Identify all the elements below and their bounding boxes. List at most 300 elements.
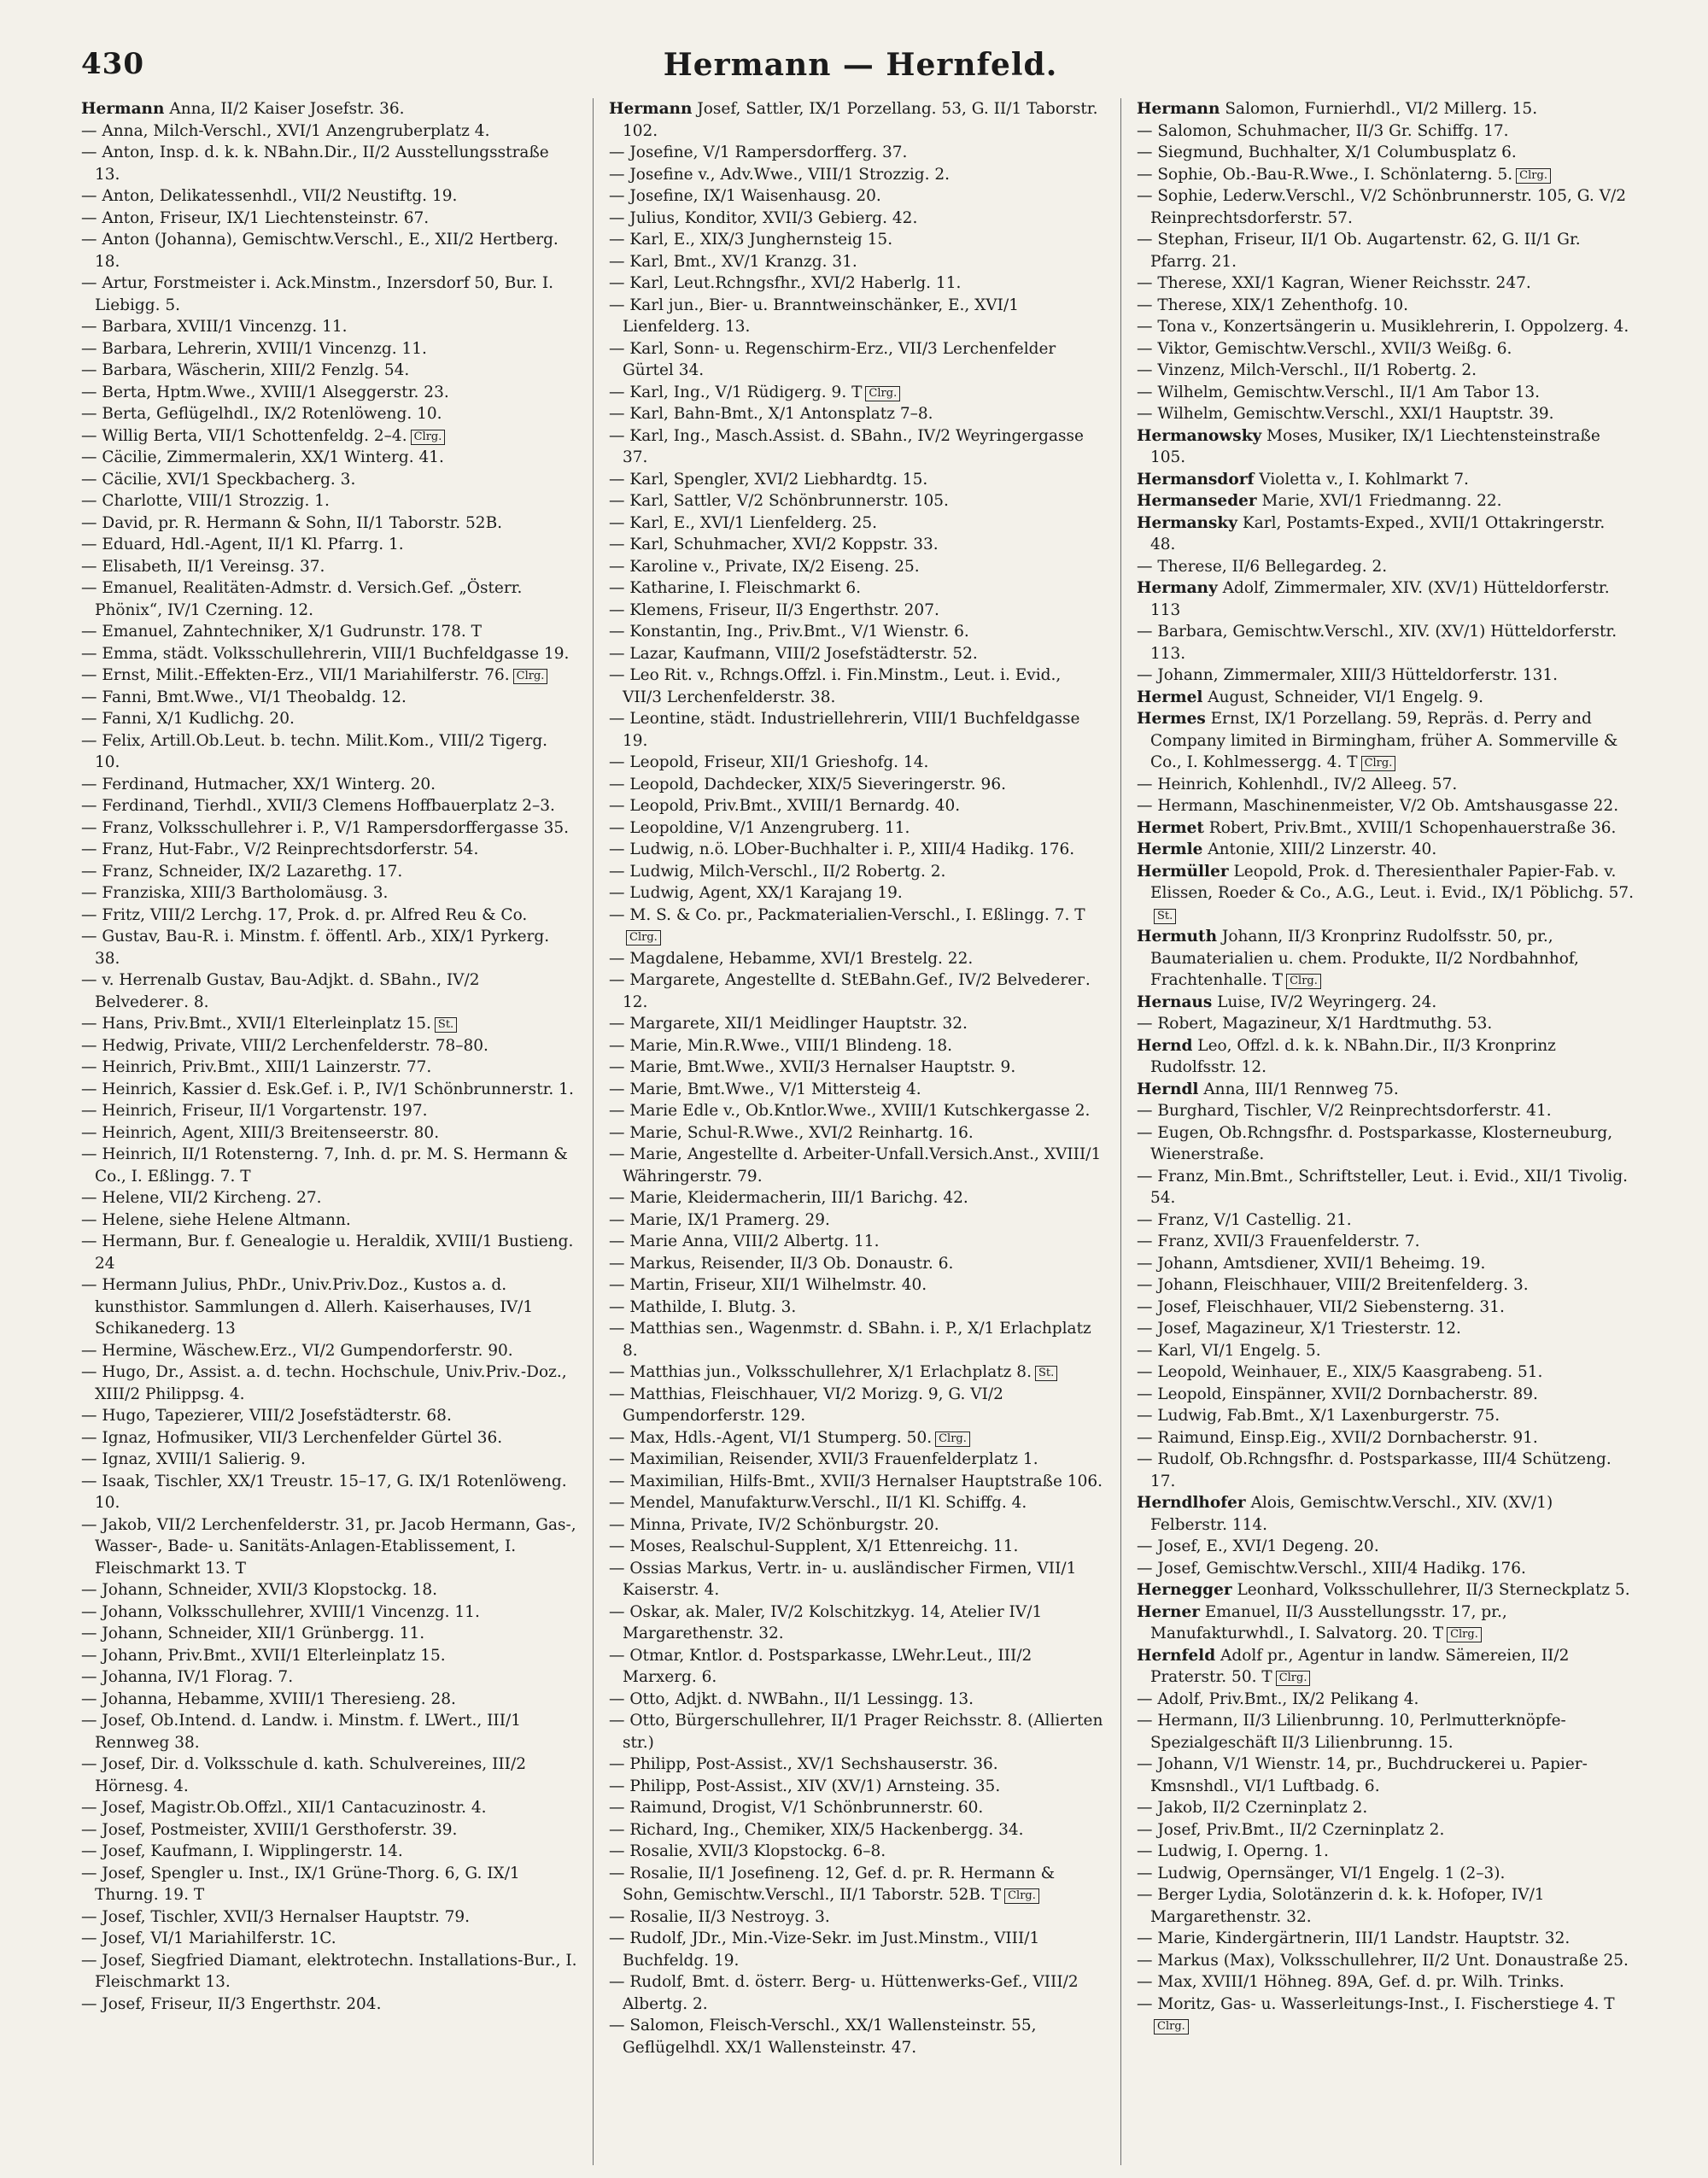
entry-text: — Karoline v., Private, IX/2 Eiseng. 25. [609,557,920,576]
directory-entry [609,795,1105,817]
entry-text: — Anton (Johanna), Gemischtw.Verschl., E., XII/2 Hertberg. 18. [81,231,559,271]
entry-text: — Martin, Friseur, XII/1 Wilhelmstr. 40. [609,1276,927,1294]
entry-surname: Hermanowsky [1137,426,1262,445]
directory-entry [609,948,1105,970]
entry-text: — Tona v., Konzertsängerin u. Musiklehrerin, I. Oppolzerg. 4. [1137,318,1629,336]
directory-entry [1137,1035,1634,1079]
directory-entry [81,403,577,425]
directory-entry [609,98,1105,142]
entry-text: — Josef, E., XVI/1 Degeng. 20. [1137,1537,1379,1555]
entry-text: August, Schneider, VI/1 Engelg. 9. [1208,688,1484,706]
directory-entry [1137,1361,1634,1384]
entry-text: — Eduard, Hdl.-Agent, II/1 Kl. Pfarrg. 1. [81,536,404,553]
directory-entry [609,1013,1105,1035]
directory-entry [1137,469,1634,491]
entry-surname: Hermansky [1137,513,1237,532]
entry-text: Alois, Gemischtw.Verschl., XIV. (XV/1) Felberstr. 114. [1150,1494,1553,1534]
entry-text: — Karl, Sonn- u. Regenschirm-Erz., VII/3 Lerchenfelder Gürtel 34. [609,339,1056,379]
directory-entry [609,490,1105,512]
directory-entry [1137,1819,1634,1841]
entry-text: — Emanuel, Realitäten-Admstr. d. Versich.Gef. „Österr. Phönix“, IV/1 Czerning. 12. [81,579,523,619]
directory-entry [81,1079,577,1101]
directory-entry [609,665,1105,708]
directory-column-1 [81,98,594,2165]
directory-entry [1137,1340,1634,1362]
entry-text: — Magdalene, Hebamme, XVI/1 Brestelg. 22. [609,949,974,968]
directory-entry [1137,1253,1634,1275]
entry-text: — Jakob, II/2 Czerninplatz 2. [1137,1799,1368,1817]
entry-text: — Hugo, Dr., Assist. a. d. techn. Hochschule, Univ.Priv.-Doz., XIII/2 Philippsg. 4. [81,1363,567,1403]
entry-text: — Markus, Reisender, II/3 Ob. Donaustr. 6. [609,1254,954,1273]
entry-text: — Josef, Fleischhauer, VII/2 Siebensterng. 31. [1137,1297,1505,1316]
directory-entry [81,1144,577,1187]
directory-entry [81,861,577,883]
entry-text: — Karl, E., XVI/1 Lienfelderg. 25. [609,513,878,532]
entry-text: — Konstantin, Ing., Priv.Bmt., V/1 Wienstr. 6. [609,623,969,641]
entry-text: — Stephan, Friseur, II/1 Ob. Augartenstr. 62, G. II/1 Gr. Pfarrg. 21. [1137,231,1581,271]
directory-entry [609,1841,1105,1863]
entry-text: Anna, II/2 Kaiser Josefstr. 36. [169,100,405,118]
entry-text: — Anton, Insp. d. k. k. NBahn.Dir., II/2 Ausstellungsstraße 13. [81,143,549,184]
entry-badge: Clrg. [1154,2019,1189,2035]
directory-entry [609,1536,1105,1558]
entry-text: — Josef, Dir. d. Volksschule d. kath. Schulvereines, III/2 Hörnesg. 4. [81,1755,526,1795]
entry-text: — Anna, Milch-Verschl., XVI/1 Anzengruberplatz 4. [81,121,490,140]
directory-entry [609,1906,1105,1929]
directory-entry [609,251,1105,273]
entry-text: — Leopold, Weinhauer, E., XIX/5 Kaasgrabeng. 51. [1137,1363,1543,1381]
directory-entry [1137,795,1634,817]
directory-entry [609,1274,1105,1297]
directory-entry [609,1928,1105,1971]
directory-entry [81,817,577,840]
directory-entry [1137,229,1634,272]
entry-text: — Marie, Kleidermacherin, III/1 Barichg. 42. [609,1189,968,1207]
entry-text: — v. Herrenalb Gustav, Bau-Adjkt. d. SBahn., IV/2 Belvederег. 8. [81,971,480,1011]
entry-text: — Josef, Magazineur, X/1 Triesterstr. 12. [1137,1320,1461,1338]
directory-entry [1137,577,1634,621]
entry-text: — Franz, Hut-Fabr., V/2 Reinprechtsdorferstr. 54. [81,840,479,858]
entry-badge: St. [435,1017,457,1033]
entry-text: — Salomon, Schuhmacher, II/3 Gr. Schiffg. 17. [1137,121,1509,140]
directory-entry [81,120,577,143]
directory-entry [81,382,577,404]
entry-text: — Lazar, Kaufmann, VIII/2 Josefstädterstr. 52. [609,644,978,663]
directory-entry [81,665,577,687]
entry-text: — Cäcilie, Zimmermalerin, XX/1 Winterg. 41. [81,448,444,466]
entry-text: — Karl, Bmt., XV/1 Kranzg. 31. [609,252,857,271]
entry-text: — Franz, Volksschullehrer i. P., V/1 Rampersdorffergasse 35. [81,818,570,837]
entry-text: — Cäcilie, XVI/1 Speckbacherg. 3. [81,470,356,489]
entry-text: — Oskar, ak. Maler, IV/2 Kolschitzkyg. 14, Atelier IV/1 Margarethenstr. 32. [609,1602,1043,1642]
directory-entry [609,1122,1105,1145]
directory-entry [609,425,1105,469]
entry-text: — Rosalie, II/3 Nestroyg. 3. [609,1907,830,1926]
entry-text: — Johann, Schneider, XII/1 Grünbergg. 11. [81,1625,425,1642]
directory-entry [1137,1166,1634,1209]
entry-text: — Emma, städt. Volksschullehrerin, VIII/1 Buchfeldgasse 19. [81,644,570,663]
directory-entry [609,164,1105,186]
entry-badge: Clrg. [1516,168,1551,184]
entry-surname: Hermuth [1137,928,1218,946]
entry-text: — Mathilde, I. Blutg. 3. [609,1297,797,1316]
directory-entry [1137,120,1634,143]
directory-entry [81,1340,577,1362]
entry-surname: Hermann [1137,100,1220,118]
entry-text: — Sophie, Ob.-Bau-R.Wwe., I. Schönlaterng. 5. [1137,165,1513,184]
directory-entry [1137,1863,1634,1885]
entry-text: Josef, Sattler, IX/1 Porzellang. 53, G. II/1 Taborstr. 102. [623,100,1098,140]
directory-entry [81,1187,577,1209]
directory-entry [81,1666,577,1689]
directory-entry [609,882,1105,905]
entry-text: — Barbara, XVIII/1 Vincenzg. 11. [81,318,348,336]
directory-entry [1137,1122,1634,1166]
directory-entry [609,1100,1105,1122]
entry-text: — Salomon, Fleisch-Verschl., XX/1 Wallensteinstr. 55, Geflügelhdl. XX/1 Wallensteinstr. 47. [609,2017,1037,2057]
entry-text: — Viktor, Gemischtw.Verschl., XVII/3 Weißg. 6. [1137,339,1512,358]
entry-surname: Hermann [81,100,165,118]
entry-text: — Berger Lydia, Solotänzerin d. k. k. Hofoper, IV/1 Margarethenstr. 32. [1137,1886,1545,1926]
entry-text: — Marie, Angestellte d. Arbeiter-Unfall.Versich.Anst., XVIII/1 Währingerstr. 79. [609,1145,1102,1186]
entry-text: — Johann, Schneider, XVII/3 Klopstockg. 18. [81,1581,437,1599]
directory-entry [1137,1100,1634,1122]
directory-entry [1137,1384,1634,1406]
directory-entry [609,1079,1105,1101]
entry-text: — Maximilian, Hilfs-Bmt., XVII/3 Hernalser Hauptstraße 106. [609,1472,1103,1490]
directory-entry [81,272,577,316]
directory-entry [1137,1950,1634,1972]
directory-entry [81,730,577,774]
entry-text: — Johanna, Hebamme, XVIII/1 Theresieng. 28. [81,1689,456,1708]
directory-entry [609,1689,1105,1711]
entry-text: — Josef, Priv.Bmt., II/2 Czerninplatz 2. [1137,1820,1445,1839]
entry-text: — Matthias jun., Volksschullehrer, X/1 Erlachplatz 8. [609,1363,1032,1381]
entry-text: — Karl, Spengler, XVI/2 Liebhardtg. 15. [609,470,928,489]
directory-entry [1137,1710,1634,1754]
directory-entry [1137,839,1634,861]
directory-entry [1137,621,1634,665]
entry-text: — Julius, Konditor, XVII/3 Gebierg. 42. [609,208,918,227]
entry-text: — Ludwig, Opernsänger, VI/1 Engelg. 1 (2–3). [1137,1864,1506,1882]
entry-text: — Siegmund, Buchhalter, X/1 Columbusplatz 6. [1137,143,1517,161]
directory-entry [81,534,577,556]
entry-text: — Josef, Postmeister, XVIII/1 Gersthoferstr. 39. [81,1820,458,1839]
entry-text: — Fanni, X/1 Kudlichg. 20. [81,710,295,728]
directory-entry [609,1776,1105,1798]
directory-entry [81,839,577,861]
directory-entry [609,1057,1105,1079]
directory-entry [81,1689,577,1711]
directory-entry [609,469,1105,491]
entry-text: — Marie, Schul-R.Wwe., XVI/2 Reinhartg. 16. [609,1123,974,1142]
directory-entry [81,1405,577,1427]
entry-text: — Wilhelm, Gemischtw.Verschl., XXI/1 Hauptstr. 39. [1137,405,1554,423]
directory-entry [81,1841,577,1863]
directory-entry [1137,1318,1634,1340]
entry-text: — Johann, Fleischhauer, VIII/2 Breitenfelderg. 3. [1137,1276,1529,1294]
directory-entry [81,1906,577,1929]
entry-surname: Hermansdorf [1137,470,1255,489]
directory-entry [609,1819,1105,1841]
entry-text: — Otmar, Kntlor. d. Postsparkasse, LWehr.Leut., III/2 Marxerg. 6. [609,1646,1032,1686]
directory-entry [609,861,1105,883]
entry-text: — Felix, Artill.Ob.Leut. b. techn. Milit.Kom., VIII/2 Tigerg. 10. [81,731,548,771]
entry-text: — Ernst, Milit.-Effekten-Erz., VII/1 Mariahilferstr. 76. [81,666,510,684]
entry-text: — Heinrich, II/1 Rotensterng. 7, Inh. d. pr. M. S. Hermann & Co., I. Eßlingg. 7. T [81,1145,568,1186]
entry-text: — Ludwig, I. Operng. 1. [1137,1842,1329,1860]
entry-text: — Johanna, IV/1 Florag. 7. [81,1668,294,1686]
directory-entry [609,600,1105,622]
entry-text: — Josef, Kaufmann, I. Wipplingerstr. 14. [81,1842,403,1860]
directory-entry [1137,142,1634,164]
entry-text: Karl, Postamts-Exped., XVII/1 Ottakringerstr. 48. [1150,513,1606,553]
directory-entry [1137,1645,1634,1689]
directory-entry [1137,98,1634,120]
directory-entry [1137,185,1634,229]
directory-entry [81,1100,577,1122]
directory-entry [81,142,577,185]
entry-text: — Heinrich, Kassier d. Esk.Gef. i. P., IV/1 Schönbrunnerstr. 1. [81,1080,574,1098]
entry-badge: St. [1154,909,1176,924]
entry-badge: Clrg. [1276,1671,1311,1686]
entry-text: Emanuel, II/3 Ausstellungsstr. 17, pr., Manufakturwhdl., I. Salvatorg. 20. T [1150,1602,1507,1642]
directory-entry [81,490,577,512]
entry-text: — Ludwig, n.ö. LOber-Buchhalter i. P., XIII/4 Hadikg. 176. [609,840,1075,858]
entry-text: — Heinrich, Priv.Bmt., XIII/1 Lainzerstr. 77. [81,1058,432,1076]
entry-surname: Hermle [1137,840,1203,858]
entry-text: — Josef, Ob.Intend. d. Landw. i. Minstm. f. LWert., III/1 Rennweg 38. [81,1712,522,1752]
directory-entry [1137,1971,1634,1994]
directory-entry [81,1928,577,1950]
entry-text: — Eugen, Ob.Rchngsfhr. d. Postsparkasse, Klosterneuburg, Wienerstraße. [1137,1123,1613,1163]
directory-entry [1137,316,1634,338]
entry-text: — Emanuel, Zahntechniker, X/1 Gudrunstr. 178. T [81,623,483,641]
entry-badge: Clrg. [1286,974,1321,989]
directory-entry [609,1035,1105,1057]
directory-entry [609,403,1105,425]
entry-text: — Hedwig, Private, VIII/2 Lerchenfelderstr. 78–80. [81,1036,488,1055]
entry-text: — Raimund, Einsp.Eig., XVII/2 Dornbacherstr. 91. [1137,1428,1538,1447]
entry-text: — Otto, Bürgerschullehrer, II/1 Prager Reichsstr. 8. (Allierten str.) [609,1712,1103,1752]
directory-entry [609,1863,1105,1906]
directory-entry [81,556,577,578]
entry-text: — Josef, Tischler, XVII/3 Hernalser Hauptstr. 79. [81,1907,471,1926]
directory-entry [609,1209,1105,1232]
entry-text: — Franz, V/1 Castellig. 21. [1137,1210,1352,1229]
entry-text: — Franz, XVII/3 Frauenfelderstr. 7. [1137,1232,1420,1250]
directory-entry [81,1754,577,1797]
entry-text: — Max, XVIII/1 Höhneg. 89A, Gef. d. pr. Wilh. Trinks. [1137,1973,1565,1991]
entry-text: — Marie, Bmt.Wwe., V/1 Mittersteig 4. [609,1080,921,1098]
directory-entry [609,1471,1105,1493]
directory-entry [81,208,577,230]
entry-text: — Max, Hdls.-Agent, VI/1 Stumperg. 50. [609,1428,933,1447]
entry-text: — Franz, Schneider, IX/2 Lazarethg. 17. [81,862,403,881]
directory-entry [1137,1405,1634,1427]
entry-text: — Marie Anna, VIII/2 Albertg. 11. [609,1232,880,1250]
directory-entry [81,882,577,905]
entry-text: Leonhard, Volksschullehrer, II/3 Sterneckplatz 5. [1237,1581,1630,1599]
entry-text: — Fritz, VIII/2 Lerchg. 17, Prok. d. pr. Alfred Reu & Co. [81,905,528,924]
directory-entry [609,1231,1105,1253]
directory-column-2 [609,98,1121,2165]
page-title: Hermann — Hernfeld. [663,47,1058,83]
directory-entry [81,447,577,469]
entry-surname: Hermanseder [1137,492,1257,510]
directory-column-3 [1137,98,1649,2165]
directory-entry [81,1579,577,1601]
entry-text: — Robert, Magazineur, X/1 Hardtmuthg. 53. [1137,1015,1493,1033]
entry-text: — Hans, Priv.Bmt., XVII/1 Elterleinplatz 15. [81,1015,431,1033]
directory-entry [81,1710,577,1754]
directory-entry [609,1384,1105,1427]
directory-entry [1137,1928,1634,1950]
entry-text: — Karl, Sattler, V/2 Schönbrunnerstr. 105. [609,492,949,510]
directory-entry [609,1645,1105,1689]
entry-text: — Johann, Volksschullehrer, XVIII/1 Vincenzg. 11. [81,1602,480,1621]
entry-text: — Margarete, Angestellte d. StEBahn.Gef., IV/2 Belvederег. 12. [609,971,1091,1011]
directory-entry [81,1122,577,1145]
directory-entry [1137,338,1634,360]
directory-entry [1137,1558,1634,1580]
directory-entry [609,534,1105,556]
directory-entry [609,185,1105,208]
entry-text: — Leopold, Dachdecker, XIX/5 Sieveringerstr. 96. [609,775,1006,793]
entry-badge: Clrg. [865,386,900,401]
entry-text: Robert, Priv.Bmt., XVIII/1 Schopenhauerstraße 36. [1208,818,1617,837]
directory-entry [609,556,1105,578]
entry-text: — Heinrich, Friseur, II/1 Vorgartenstr. 197. [81,1102,428,1120]
entry-text: — Hermann, Bur. f. Genealogie u. Heraldik, XVIII/1 Bustieng. 24 [81,1232,574,1273]
entry-text: Violetta v., I. Kohlmarkt 7. [1259,470,1469,489]
entry-text: — Karl jun., Bier- u. Branntweinschänker, E., XVI/1 Lienfelderg. 13. [609,296,1019,336]
entry-text: — Raimund, Drogist, V/1 Schönbrunnerstr. 60. [609,1799,984,1817]
entry-text: — Ludwig, Fab.Bmt., X/1 Laxenburgerstr. 75. [1137,1407,1500,1425]
directory-entry [81,512,577,535]
directory-entry [1137,164,1634,186]
entry-text: — Vinzenz, Milch-Verschl., II/1 Robertg. 2. [1137,361,1477,379]
entry-surname: Herner [1137,1602,1200,1621]
entry-text: — Leopold, Priv.Bmt., XVIII/1 Bernardg. 40. [609,797,961,815]
entry-text: — Rudolf, Ob.Rchngsfhr. d. Postsparkasse, III/4 Schützeng. 17. [1137,1450,1611,1490]
entry-text: — Hermann, Maschinenmeister, V/2 Ob. Amtshausgasse 22. [1137,797,1619,815]
directory-entry [609,1253,1105,1275]
directory-entry [1137,1841,1634,1863]
directory-entry [1137,403,1634,425]
directory-entry [1137,1994,1634,2037]
entry-text: — Leopold, Friseur, XII/1 Grieshofg. 14. [609,753,929,771]
directory-entry [609,839,1105,861]
entry-text: — Leopoldine, V/1 Anzengruberg. 11. [609,818,910,837]
entry-text: — Ludwig, Agent, XX/1 Karajang 19. [609,884,903,902]
directory-entry [609,1427,1105,1449]
directory-entry [609,382,1105,404]
directory-entry [609,2015,1105,2058]
entry-text: — Anton, Friseur, IX/1 Liechtensteinstr. 67. [81,208,430,227]
directory-entry [609,1754,1105,1776]
entry-text: — Rosalie, XVII/3 Klopstockg. 6–8. [609,1842,886,1860]
entry-text: — Leo Rit. v., Rchngs.Offzl. i. Fin.Minstm., Leut. i. Evid., VII/3 Lerchenfelderstr. 38. [609,666,1062,706]
entry-text: — Minna, Private, IV/2 Schönburgstr. 20. [609,1515,939,1534]
entry-surname: Hermel [1137,688,1203,706]
entry-surname: Herneggеr [1137,1581,1232,1599]
entry-text: — Helene, VII/2 Kircheng. 27. [81,1189,322,1207]
entry-text: Ernst, IX/1 Porzellang. 59, Repräs. d. Perry and Company limited in Birmingham, früher A. Sommerville & Co., I. Kohlmessergg. 4. T [1150,710,1618,771]
entry-text: — Franz, Min.Bmt., Schriftsteller, Leut. i. Evid., XII/1 Tivolig. 54. [1137,1167,1629,1207]
entry-text: — Mendel, Manufakturw.Verschl., II/1 Kl. Schiffg. 4. [609,1494,1027,1512]
entry-text: — Heinrich, Agent, XIII/3 Breitenseerstr. 80. [81,1123,440,1142]
entry-badge: St. [1035,1366,1057,1381]
directory-entry [81,360,577,382]
directory-entry [81,1623,577,1645]
entry-text: — Willig Berta, VII/1 Schottenfeldg. 2–4. [81,426,407,445]
directory-entry [81,1013,577,1035]
directory-entry [1137,1079,1634,1101]
entry-text: — Matthias sen., Wagenmstr. d. SBahn. i. P., X/1 Erlachplatz 8. [609,1320,1091,1360]
entry-text: — Anton, Delikatessenhdl., VII/2 Neustiftg. 19. [81,187,458,205]
entry-text: — Philipp, Post-Assist., XIV (XV/1) Arnsteing. 35. [609,1777,1001,1795]
directory-entry [609,1297,1105,1319]
directory-entry [81,425,577,448]
entry-text: — Josef, Friseur, II/3 Engerthstr. 204. [81,1994,382,2013]
directory-entry [609,208,1105,230]
directory-entry [609,512,1105,535]
entry-text: Leopold, Prok. d. Theresienthaler Papier-Fab. v. Elissen, Roeder & Co., A.G., Leut. i. Evid., IX/1 Pöblichg. 57. [1150,862,1634,902]
entry-text: — Rudolf, JDr., Min.-Vize-Sekr. im Just.Minstm., VIII/1 Buchfeldg. 19. [609,1929,1040,1970]
entry-text: — David, pr. R. Hermann & Sohn, II/1 Taborstr. 52B. [81,513,503,532]
entry-text: Adolf, Zimmermaler, XIV. (XV/1) Hütteldorferstr. 113 [1150,579,1610,619]
directory-entry [1137,817,1634,840]
entry-text: — Heinrich, Kohlenhdl., IV/2 Alleeg. 57. [1137,775,1458,793]
directory-entry [1137,1449,1634,1492]
directory-entry [81,969,577,1013]
entry-text: — Johann, Zimmermaler, XIII/3 Hütteldorferstr. 131. [1137,666,1559,684]
directory-entry [1137,774,1634,796]
entry-text: — Ludwig, Milch-Verschl., II/2 Robertg. 2. [609,862,946,881]
directory-entry [609,1710,1105,1754]
entry-text: — Ferdinand, Hutmacher, XX/1 Winterg. 20. [81,775,436,793]
directory-entry [1137,360,1634,382]
entry-text: — Karl, VI/1 Engelg. 5. [1137,1341,1321,1360]
directory-entry [81,708,577,730]
directory-entry [81,1361,577,1405]
directory-entry [81,1819,577,1841]
entry-text: — Klemens, Friseur, II/3 Engerthstr. 207. [609,600,939,619]
directory-entry [609,774,1105,796]
entry-surname: Hermet [1137,818,1204,837]
directory-entry [81,1035,577,1057]
directory-entry [81,905,577,927]
entry-badge: Clrg. [1361,756,1396,771]
directory-entry [1137,1492,1634,1536]
entry-text: — Sophie, Lederw.Verschl., V/2 Schönbrunnerstr. 105, G. V/2 Reinprechtsdorferstr. 57. [1137,187,1627,227]
directory-entry [609,1558,1105,1601]
directory-entry [81,316,577,338]
entry-text: — Franziska, XIII/3 Bartholomäusg. 3. [81,884,389,902]
entry-text: Johann, II/3 Kronprinz Rudolfsstr. 50, pr., Baumaterialien u. chem. Produkte, II/2 Nordbahnhof, Frachtenhalle. T [1150,928,1579,989]
entry-text: — Charlotte, VIII/1 Strozzig. 1. [81,492,330,510]
directory-entry [1137,1209,1634,1232]
directory-entry [609,338,1105,382]
entry-text: Salomon, Furnierhdl., VI/2 Millerg. 15. [1225,100,1538,118]
entry-text: — Wilhelm, Gemischtw.Verschl., II/1 Am Tabor 13. [1137,383,1541,401]
entry-surname: Hernd [1137,1036,1193,1055]
entry-surname: Hernfeld [1137,1646,1216,1665]
directory-entry [1137,708,1634,774]
entry-text: — Gustav, Bau-R. i. Minstm. f. öffentl. Arb., XIX/1 Pyrkerg. 38. [81,928,550,968]
entry-text: Moses, Musiker, IX/1 Liechtensteinstraße 105. [1150,426,1600,466]
